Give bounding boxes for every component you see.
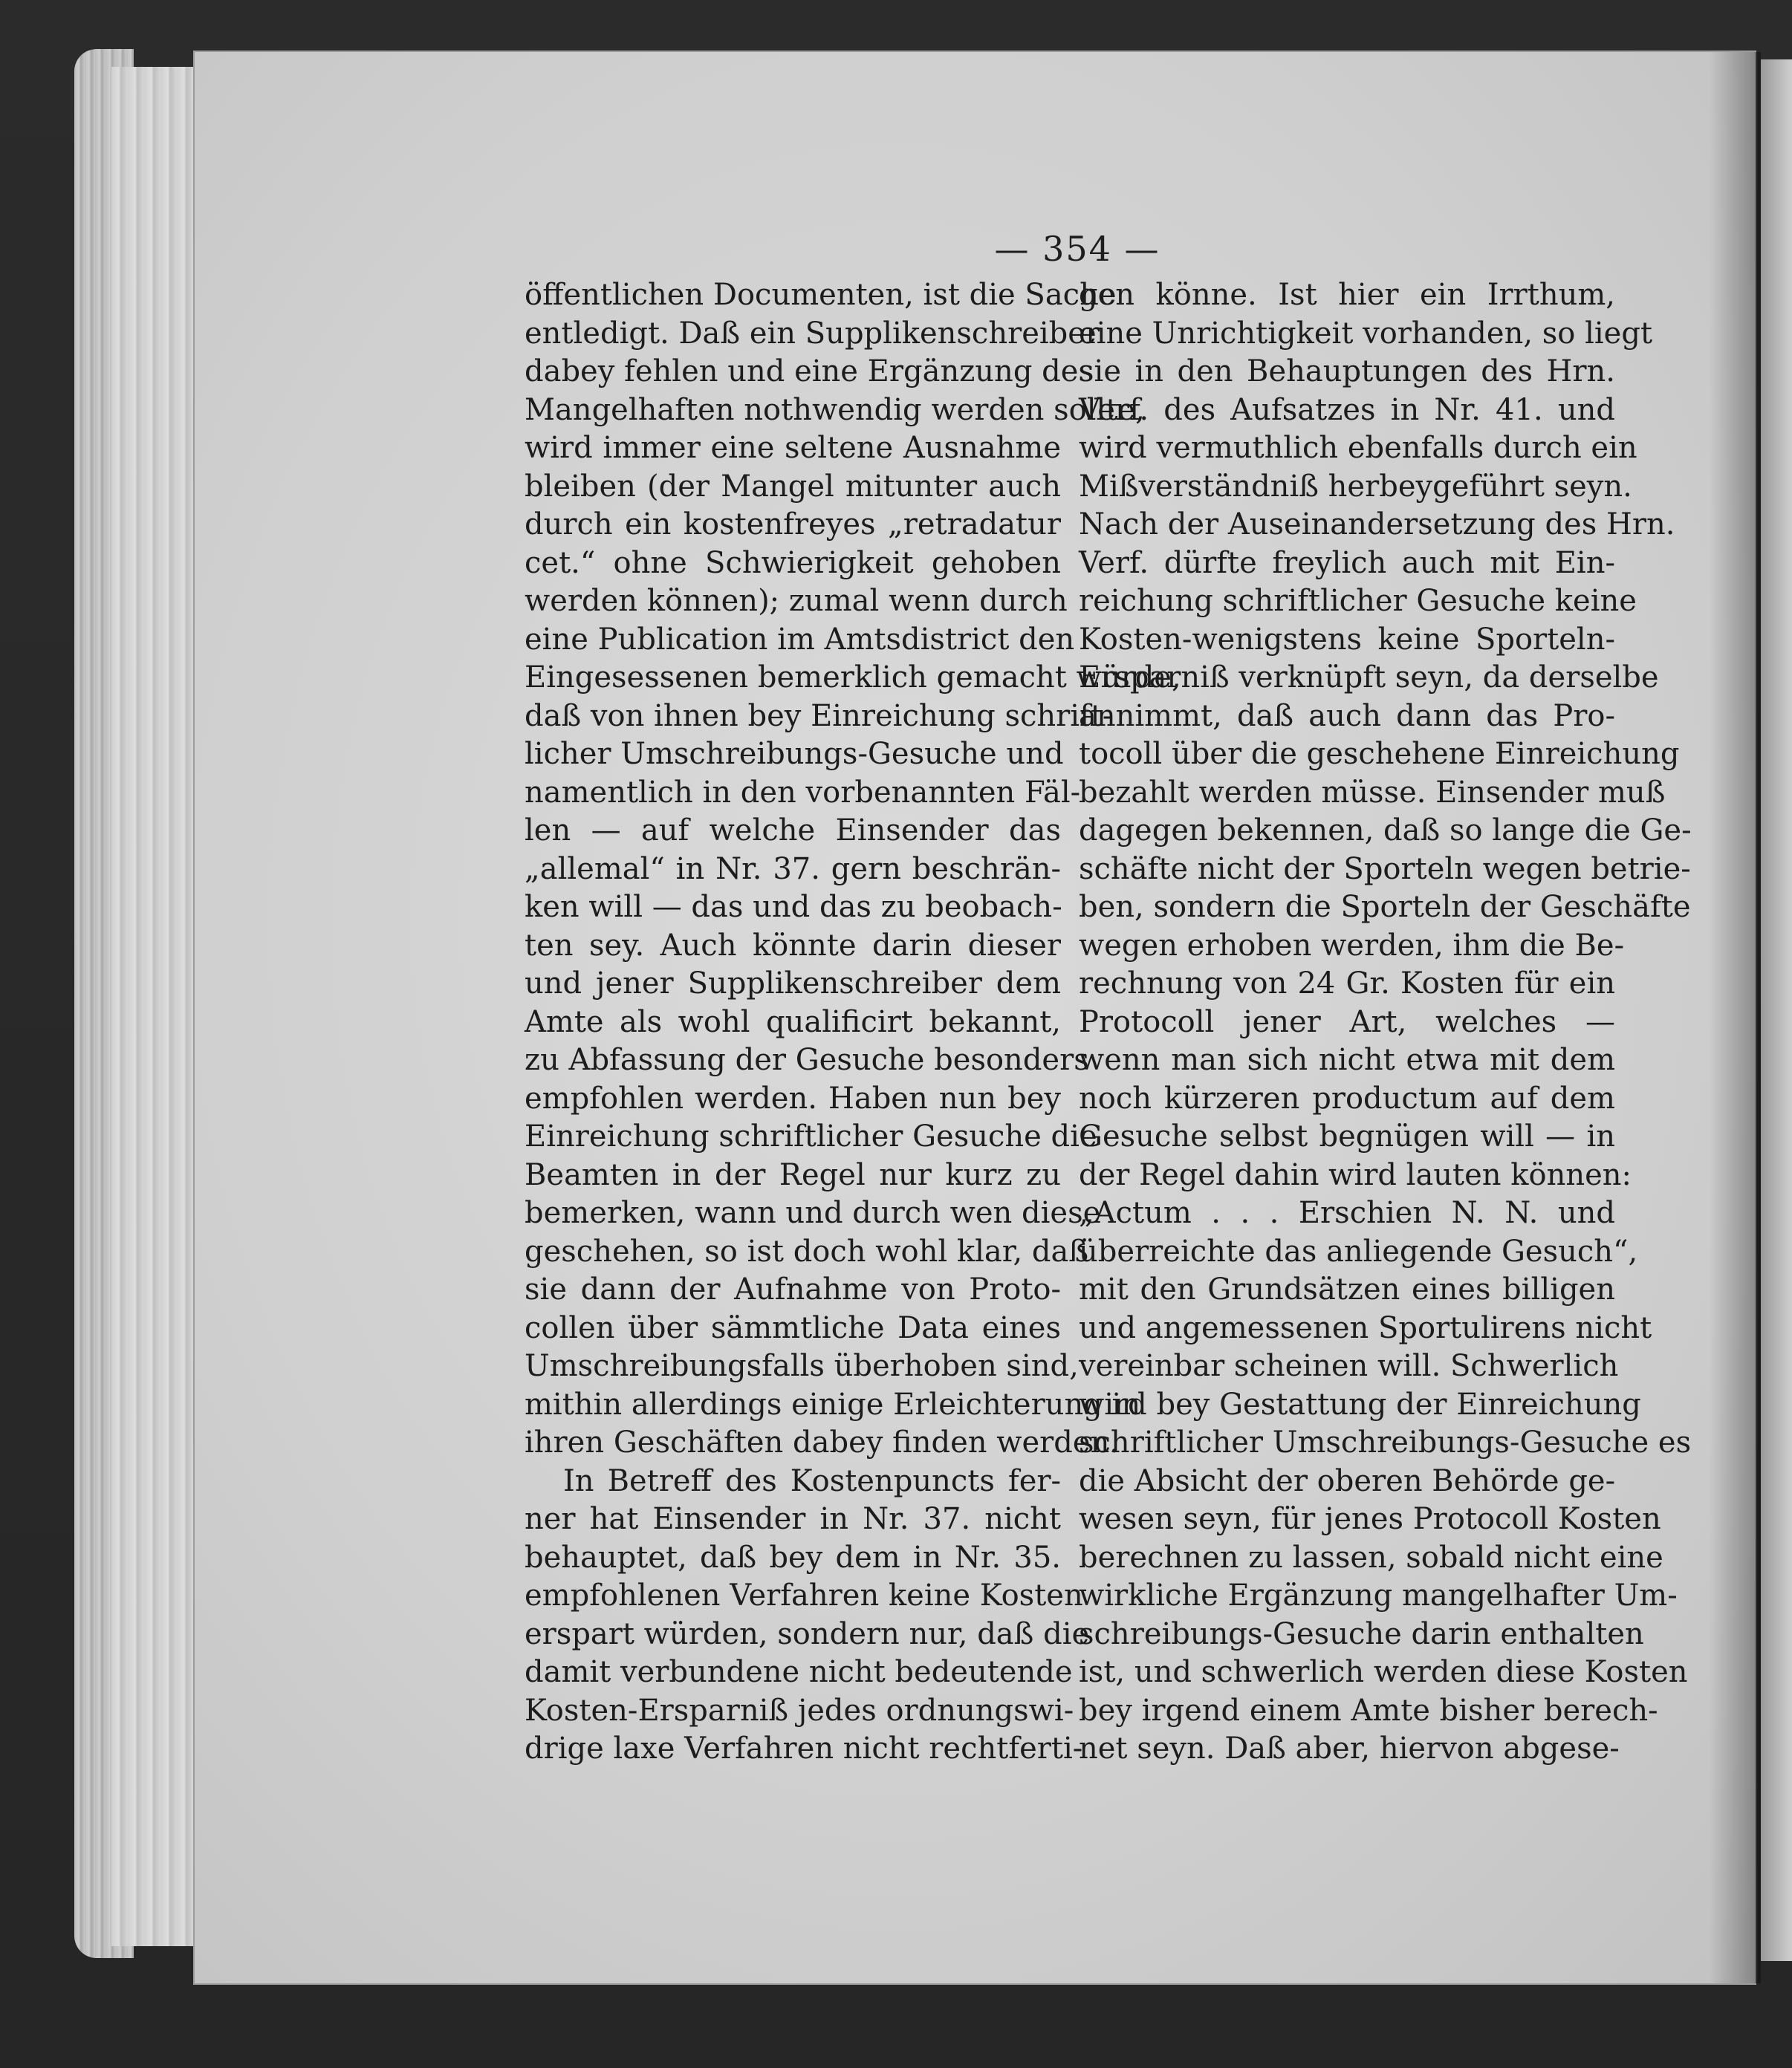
text-line: Mangelhaften nothwendig werden sollte, [525,392,1145,427]
text-line: ist, und schwerlich werden diese Kosten [1079,1655,1688,1689]
text-line: namentlich in den vorbenannten Fäl- [525,775,1081,810]
text-line: Verf. des Aufsatzes in Nr. 41. und [1079,392,1615,427]
text-line: wird vermuthlich ebenfalls durch ein [1079,431,1637,465]
text-line: werden können); zumal wenn durch [525,584,1068,618]
text-line: Kosten-Ersparniß jedes ordnungswi- [525,1693,1074,1728]
text-line: net seyn. Daß aber, hiervon abgese- [1079,1732,1620,1766]
text-line: tocoll über die geschehene Einreichung [1079,737,1680,771]
text-line: Einreichung schriftlicher Gesuche die [525,1119,1097,1154]
text-line: licher Umschreibungs-Gesuche und [525,737,1064,771]
text-line: entledigt. Daß ein Supplikenschreiber [525,316,1100,351]
text-line: Mißverständniß herbeygeführt seyn. [1079,469,1632,504]
text-line: ben, sondern die Sporteln der Geschäfte [1079,890,1691,924]
text-line: daß von ihnen bey Einreichung schrift- [525,698,1113,733]
text-line: noch kürzeren productum auf dem [1079,1081,1615,1116]
text-line: und jener Supplikenschreiber dem [525,966,1061,1001]
text-line: gen könne. Ist hier ein Irrthum, [1079,278,1615,312]
text-line: eine Publication im Amtsdistrict den [525,622,1075,657]
text-line: wird immer eine seltene Ausnahme [525,431,1061,465]
text-line: Nach der Auseinandersetzung des Hrn. [1079,507,1675,542]
text-line: geschehen, so ist doch wohl klar, daß [525,1234,1089,1269]
text-line: wird bey Gestattung der Einreichung [1079,1387,1641,1422]
text-line: bezahlt werden müsse. Einsender muß [1079,775,1666,810]
text-line: Protocoll jener Art, welches — [1079,1004,1615,1039]
text-line: mit den Grundsätzen eines billigen [1079,1272,1615,1307]
text-line: len — auf welche Einsender das [525,813,1061,848]
text-line: bleiben (der Mangel mitunter auch [525,469,1061,504]
text-line: Umschreibungsfalls überhoben sind, [525,1349,1079,1383]
text-line: mithin allerdings einige Erleichterung in [525,1387,1141,1422]
text-line: vereinbar scheinen will. Schwerlich [1079,1349,1619,1383]
text-line: drige laxe Verfahren nicht rechtferti- [525,1732,1083,1766]
text-column-left [525,276,1181,1769]
text-line: empfohlenen Verfahren keine Kosten [525,1578,1083,1613]
text-line: rechnung von 24 Gr. Kosten für ein [1079,966,1615,1001]
text-line: überreichte das anliegende Gesuch“, [1079,1234,1638,1269]
text-line: ner hat Einsender in Nr. 37. nicht [525,1502,1061,1536]
text-line: Ersparniß verknüpft seyn, da derselbe [1079,660,1659,695]
text-line: bey irgend einem Amte bisher berech- [1079,1693,1658,1728]
facing-page-edge [1761,59,1792,1961]
text-line: der Regel dahin wird lauten können: [1079,1157,1632,1192]
text-line: durch ein kostenfreyes „retradatur [525,507,1061,542]
text-line: wirkliche Ergänzung mangelhafter Um- [1079,1578,1678,1613]
text-line: die Absicht der oberen Behörde ge- [1079,1463,1616,1498]
text-line: collen über sämmtliche Data eines [525,1310,1061,1345]
text-line: eine Unrichtigkeit vorhanden, so liegt [1079,316,1653,351]
text-line: erspart würden, sondern nur, daß die [525,1616,1090,1651]
text-line: In Betreff des Kostenpuncts fer- [563,1463,1061,1498]
gutter-shadow [1709,52,1761,1983]
text-line: sie in den Behauptungen des Hrn. [1079,354,1615,388]
text-line: öffentlichen Documenten, ist die Sache [525,278,1117,312]
text-line: dabey fehlen und eine Ergänzung des [525,354,1094,388]
text-line: Kosten-wenigstens keine Sporteln- [1079,622,1615,657]
text-line: und angemessenen Sportulirens nicht [1079,1310,1652,1345]
text-line: Amte als wohl qualificirt bekannt, [525,1004,1061,1039]
text-line: berechnen zu lassen, sobald nicht eine [1079,1540,1663,1575]
text-line: schäfte nicht der Sporteln wegen betrie- [1079,851,1691,886]
text-line: sie dann der Aufnahme von Proto- [525,1272,1061,1307]
text-line: wesen seyn, für jenes Protocoll Kosten [1079,1502,1661,1536]
text-line: schriftlicher Umschreibungs-Gesuche es [1079,1425,1692,1460]
text-line: wegen erhoben werden, ihm die Be- [1079,928,1625,963]
text-line: ihren Geschäften dabey finden werden. [525,1425,1120,1460]
text-line: Verf. dürfte freylich auch mit Ein- [1079,545,1615,580]
text-line: annimmt, daß auch dann das Pro- [1079,698,1615,733]
text-line: cet.“ ohne Schwierigkeit gehoben [525,545,1061,580]
text-line: reichung schriftlicher Gesuche keine [1079,584,1637,618]
text-line: ken will — das und das zu beobach- [525,890,1062,924]
text-line: „Actum . . . Erschien N. N. und [1079,1196,1615,1230]
text-line: schreibungs-Gesuche darin enthalten [1079,1616,1644,1651]
page-number: — 354 — [994,229,1160,269]
text-line: „allemal“ in Nr. 37. gern beschrän- [525,851,1061,886]
text-line: Beamten in der Regel nur kurz zu [525,1157,1061,1192]
book-page-edges [111,67,201,1946]
text-line: bemerken, wann und durch wen diese [525,1196,1101,1230]
text-line: ten sey. Auch könnte darin dieser [525,928,1061,963]
text-line: Eingesessenen bemerklich gemacht würde, [525,660,1181,695]
text-line: empfohlen werden. Haben nun bey [525,1081,1061,1116]
text-line: wenn man sich nicht etwa mit dem [1079,1043,1615,1077]
text-line: zu Abfassung der Gesuche besonders [525,1043,1089,1077]
text-line: damit verbundene nicht bedeutende [525,1655,1073,1689]
text-line: behauptet, daß bey dem in Nr. 35. [525,1540,1061,1575]
text-line: Gesuche selbst begnügen will — in [1079,1119,1615,1154]
text-line: dagegen bekennen, daß so lange die Ge- [1079,813,1692,848]
text-column-right [1079,276,1692,1769]
